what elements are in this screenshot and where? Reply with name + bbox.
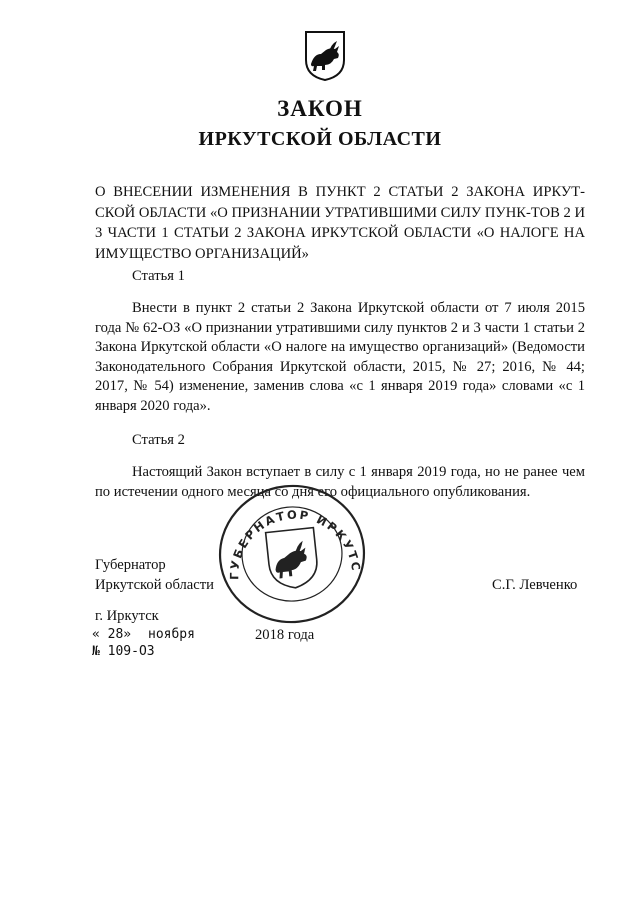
law-number: № 109-ОЗ xyxy=(92,644,155,659)
issue-date-year: 2018 года xyxy=(255,627,315,643)
signatory-name: С.Г. Левченко xyxy=(492,577,578,593)
law-subject-heading: О ВНЕСЕНИИ ИЗМЕНЕНИЯ В ПУНКТ 2 СТАТЬИ 2 ЗАКОНА ИРКУТ-СКОЙ ОБЛАСТИ «О ПРИЗНАНИИ УТРАТИВШИМИ СИЛУ ПУНК-ТОВ 2 И 3 ЧАСТИ 1 СТАТЬИ 2 ЗАКОНА ИРКУТСКОЙ ОБЛАСТИ «О НАЛОГЕ НА ИМУЩЕСТВО ОРГАНИЗАЦИЙ» xyxy=(95,184,585,262)
issue-city: г. Иркутск xyxy=(95,608,159,624)
article-2-text: Настоящий Закон вступает в силу с 1 января 2019 года, но не ранее чем по истечении одного месяца со дня его официального опубликования. xyxy=(95,464,585,500)
document-title: ЗАКОН xyxy=(277,96,363,121)
svg-text:ГУБЕРНАТОР ИРКУТСКОЙ ОБЛАСТИ: ГУБЕРНАТОР ИРКУТСКОЙ xyxy=(227,507,364,580)
article-1-heading: Статья 1 xyxy=(132,268,185,284)
coat-of-arms-icon xyxy=(304,30,346,82)
issue-date-day: « 28» xyxy=(92,627,132,642)
signatory-position-line-2: Иркутской области xyxy=(95,577,214,593)
issue-date-month: ноября xyxy=(148,627,195,642)
article-2-heading: Статья 2 xyxy=(132,432,185,448)
document-subtitle: ИРКУТСКОЙ ОБЛАСТИ xyxy=(198,128,442,150)
article-1-text: Внести в пункт 2 статьи 2 Закона Иркутской области от 7 июля 2015 года № 62-ОЗ «О признании утратившими силу пунктов 2 и 3 части 1 статьи 2 Закона Иркутской области «О налоге на имущество организаций» (Ведомости Законодательного Собрания Иркутской области, 2015, № 27; 2016, № 44; 2017, № 54) изменение, заменив слова «с 1 января 2019 года» словами «с 1 января 2020 года». xyxy=(95,300,585,414)
signatory-position-line-1: Губернатор xyxy=(95,557,166,573)
official-seal-stamp xyxy=(208,478,372,628)
